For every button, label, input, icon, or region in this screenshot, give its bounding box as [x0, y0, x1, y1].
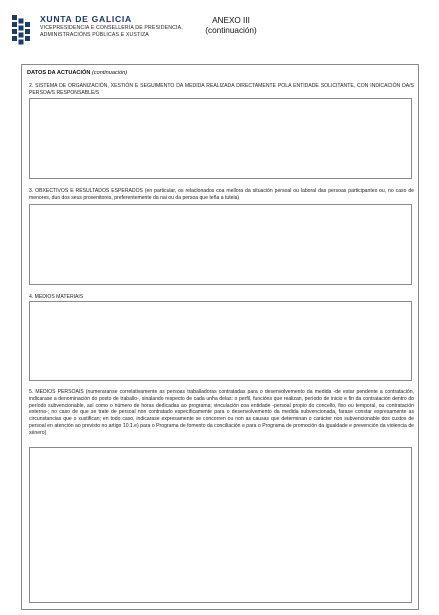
question-5-answer-box[interactable] [29, 447, 412, 603]
section-title-note: (continuación) [91, 70, 128, 76]
xunta-logo-icon [12, 15, 30, 47]
question-2-answer-box[interactable] [29, 98, 412, 179]
question-4-answer-box[interactable] [29, 301, 412, 381]
annex-heading [192, 16, 270, 36]
annex-subtitle: (continuación) [205, 26, 257, 35]
org-name: XUNTA DE GALICIA [40, 14, 132, 24]
question-5-label: 5. MEDIOS PERSOAIS (numeraranse correlativamente as persoas traballadoras contratadas para o desenvolvemento da medida -de estar pendente a contratación, indicarase a denominación do posto de traballo-, sinalando respecto de cada unha delas: o perfil, funcións que realizan, período de inicio e fin da contratación dentro do período subvencionable, así como o número de horas dedicadas ao programa; vinculación coa entidade -persoal propio do concello, fixo ou temporal, ou contratación externa-; no caso de que se trate de persoal non contratado específicamente para o desenvolvemento da medida subvencionada, farase constar expresamente as circunstancias que o xustifican; en todo caso, indicarase expresamente se concorren ou non as causas que determinan o carácter non subvencionable dos custos de persoal en atención ao previsto no artigo 10.1.e) para o Programa de fomento da conciliación e para o Programa de promoción da igualdade e prevención da violencia de xénero) [29, 389, 414, 436]
org-header [40, 14, 190, 39]
department-line-2: ADMINISTRACIÓNS PÚBLICAS E XUSTIZA [40, 32, 149, 38]
section-title [27, 70, 127, 76]
section-title-text: DATOS DA ACTUACIÓN [27, 70, 91, 76]
annex-title: ANEXO III [212, 16, 250, 25]
question-4-label: 4. MEDIOS MATERIAIS [29, 294, 84, 300]
question-3-label: 3. OBXECTIVOS E RESULTADOS ESPERADOS (en particular, os relacionados coa mellora da situación persoal ou laboral das persoas participantes ou, no caso de menores, dun dos seus proxenitores, preferentemente da nai ou da persoa que teña a tutela) [29, 188, 414, 201]
question-2-label: 2. SISTEMA DE ORGANIZACIÓN, XESTIÓN E SEGUIMENTO DA MEDIDA REALIZADA DIRECTAMENTE POLA ENTIDADE SOLICITANTE, CON INDICACIÓN DA/S PERSOA/S RESPONSABLE/S [29, 83, 414, 96]
department-line-1: VICEPRESIDENCIA E CONSELLERÍA DE PRESIDENCIA, [40, 25, 183, 31]
question-3-answer-box[interactable] [29, 204, 412, 285]
